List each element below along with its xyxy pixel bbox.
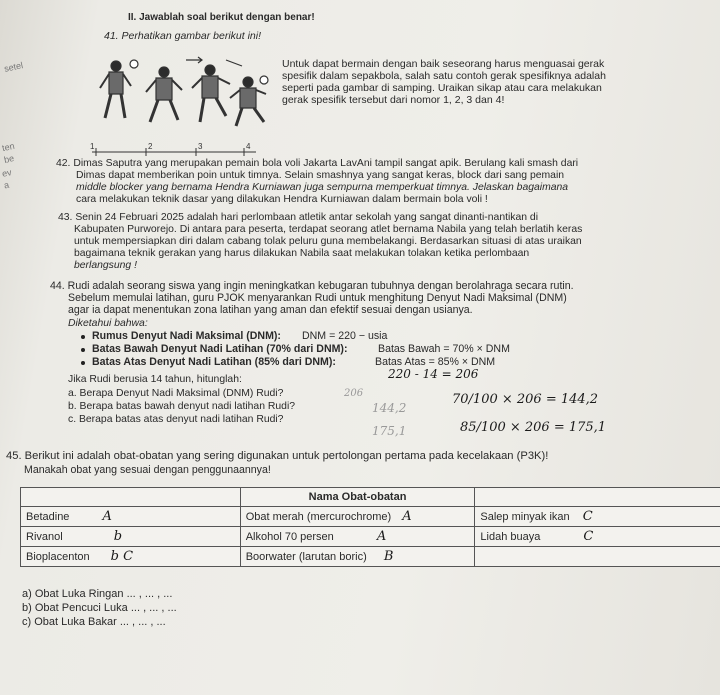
q42-line-1: 42. Dimas Saputra yang merupakan pemain bola voli Jakarta LavAni tampil sangat apik. Berulang kali smash dari	[56, 158, 579, 169]
handwritten-mark: A	[102, 509, 112, 524]
drug-name: Lidah buaya	[480, 531, 541, 543]
q45-answer-c: c) Obat Luka Bakar ... , ... , ...	[22, 616, 166, 628]
q43-line-1: 43. Senin 24 Februari 2025 adalah hari perlombaan atletik antar sekolah yang sangat dinanti-nantikan di	[58, 212, 539, 223]
handwritten-mark: A	[402, 509, 412, 524]
figure-number-1: 1	[90, 142, 95, 151]
drug-name: Betadine	[26, 511, 70, 523]
figure-number-4: 4	[246, 142, 251, 151]
table-row	[21, 507, 720, 527]
q44-bullet-1-label: Rumus Denyut Nadi Maksimal (DNM):	[92, 330, 281, 342]
drug-name: Alkohol 70 persen	[245, 531, 334, 543]
figure-number-3: 3	[198, 142, 203, 151]
q45-answer-b: b) Obat Pencuci Luka ... , ... , ...	[22, 602, 177, 614]
drug-name: Salep minyak ikan	[480, 511, 570, 523]
q45-line-2: Manakah obat yang sesuai dengan penggunaannya!	[24, 464, 271, 476]
q43-line-3: untuk mempersiapkan diri dalam cabang tolak peluru guna membelakangi. Berdasarkan situasi di atas uraikan	[74, 236, 582, 247]
figure-number-2: 2	[148, 142, 153, 151]
table-cell-empty	[475, 547, 720, 567]
q41-line-3: seperti pada gambar di samping. Uraikan sikap atau cara melakukan	[282, 82, 602, 94]
q45-answer-a: a) Obat Luka Ringan ... , ... , ...	[22, 588, 173, 600]
q42-line-4: cara melakukan teknik dasar yang dilakukan Hendra Kurniawan dalam bermain bola voli !	[76, 194, 488, 205]
table-row	[21, 527, 720, 547]
handwritten-calc-c: 85/100 × 206 = 175,1	[460, 420, 607, 435]
q44-bullet-2-formula: Batas Bawah = 70% × DNM	[378, 343, 510, 355]
handwritten-mark: C	[582, 509, 593, 524]
q44-bullet-1-formula: DNM = 220 − usia	[302, 330, 388, 342]
bullet-1	[81, 335, 85, 339]
margin-note: ten	[1, 140, 16, 154]
q43-line-4: bagaimana teknik gerakan yang harus dilakukan Nabila saat melakukan tolakan ketika perlombaan	[74, 248, 530, 259]
q44-given: Diketahui bahwa:	[68, 318, 148, 329]
q41-intro: 41. Perhatikan gambar berikut ini!	[104, 30, 262, 42]
q44-bullet-3-formula: Batas Atas = 85% × DNM	[375, 356, 496, 368]
q44-line-2: Sebelum memulai latihan, guru PJOK menyarankan Rudi untuk menghitung Denyut Nadi Maksimal (DNM)	[68, 292, 567, 304]
q44-line-3: agar ia dapat menentukan zona latihan yang aman dan efektif sesuai dengan usianya.	[68, 304, 473, 316]
drug-table	[20, 487, 720, 567]
drug-name: Rivanol	[26, 531, 63, 543]
section-title: II. Jawablah soal berikut dengan benar!	[128, 12, 315, 23]
footballer-figure	[86, 52, 271, 164]
q44-bullet-3-label: Batas Atas Denyut Nadi Latihan (85% dari DNM):	[92, 356, 336, 368]
handwritten-mark: A	[376, 529, 387, 544]
handwritten-mark: b	[113, 529, 123, 544]
margin-note: ev	[1, 167, 13, 179]
table-row	[21, 547, 720, 567]
handwritten-answer-c: 175,1	[372, 424, 407, 438]
drug-name: Bioplacenton	[26, 551, 90, 563]
handwritten-answer-a: 206	[344, 388, 364, 399]
handwritten-dnm-calc: 220 - 14 = 206	[388, 367, 479, 381]
q44-sub-b: b. Berapa batas bawah denyut nadi latihan Rudi?	[68, 401, 296, 412]
margin-note: be	[3, 153, 15, 165]
drug-name: Boorwater (larutan boric)	[245, 551, 367, 563]
handwritten-mark: C	[583, 529, 594, 544]
q44-line-1: 44. Rudi adalah seorang siswa yang ingin meningkatkan kebugaran tubuhnya dengan berolahraga secara rutin.	[50, 280, 574, 292]
handwritten-mark: b C	[110, 549, 134, 564]
drug-name: Obat merah (mercurochrome)	[245, 511, 392, 523]
q41-line-2: spesifik dalam sepakbola, salah satu contoh gerak spesifiknya adalah	[282, 70, 606, 82]
q44-sub-a: a. Berapa Denyut Nadi Maksimal (DNM) Rudi?	[68, 388, 284, 399]
q41-line-1: Untuk dapat bermain dengan baik seseorang harus menguasai gerak	[282, 58, 605, 70]
table-cell-empty	[21, 488, 241, 507]
q43-line-5: berlangsung !	[74, 260, 137, 271]
margin-note: setel	[3, 60, 24, 74]
handwritten-answer-b: 144,2	[372, 401, 407, 415]
q43-line-2: Kabupaten Purworejo. Di antara para peserta, terdapat seorang atlet bernama Nabila yang telah berlatih keras	[74, 224, 583, 235]
handwritten-calc-b: 70/100 × 206 = 144,2	[452, 392, 599, 407]
bullet-3	[81, 361, 85, 365]
q44-bullet-2-label: Batas Bawah Denyut Nadi Latihan (70% dari DNM):	[92, 343, 348, 355]
q44-scenario: Jika Rudi berusia 14 tahun, hitunglah:	[68, 374, 242, 385]
margin-note: a	[3, 179, 11, 191]
q44-sub-c: c. Berapa batas atas denyut nadi latihan Rudi?	[68, 414, 284, 425]
q42-line-2: Dimas dapat memberikan poin untuk timnya. Selain smashnya yang sangat keras, block dari sang pemain	[76, 170, 565, 181]
q42-line-3: middle blocker yang bernama Hendra Kurniawan juga sempurna memperkuat timnya. Jelaskan bagaimana	[76, 182, 569, 193]
handwritten-mark: B	[383, 549, 394, 564]
q45-line-1: 45. Berikut ini adalah obat-obatan yang sering digunakan untuk pertolongan pertama pada kecelakaan (P3K)!	[6, 450, 549, 462]
bullet-2	[81, 348, 85, 352]
table-cell-empty	[475, 488, 720, 507]
q41-line-4: gerak spesifik tersebut dari nomor 1, 2, 3 dan 4!	[282, 94, 505, 106]
table-header: Nama Obat-obatan	[240, 488, 475, 507]
